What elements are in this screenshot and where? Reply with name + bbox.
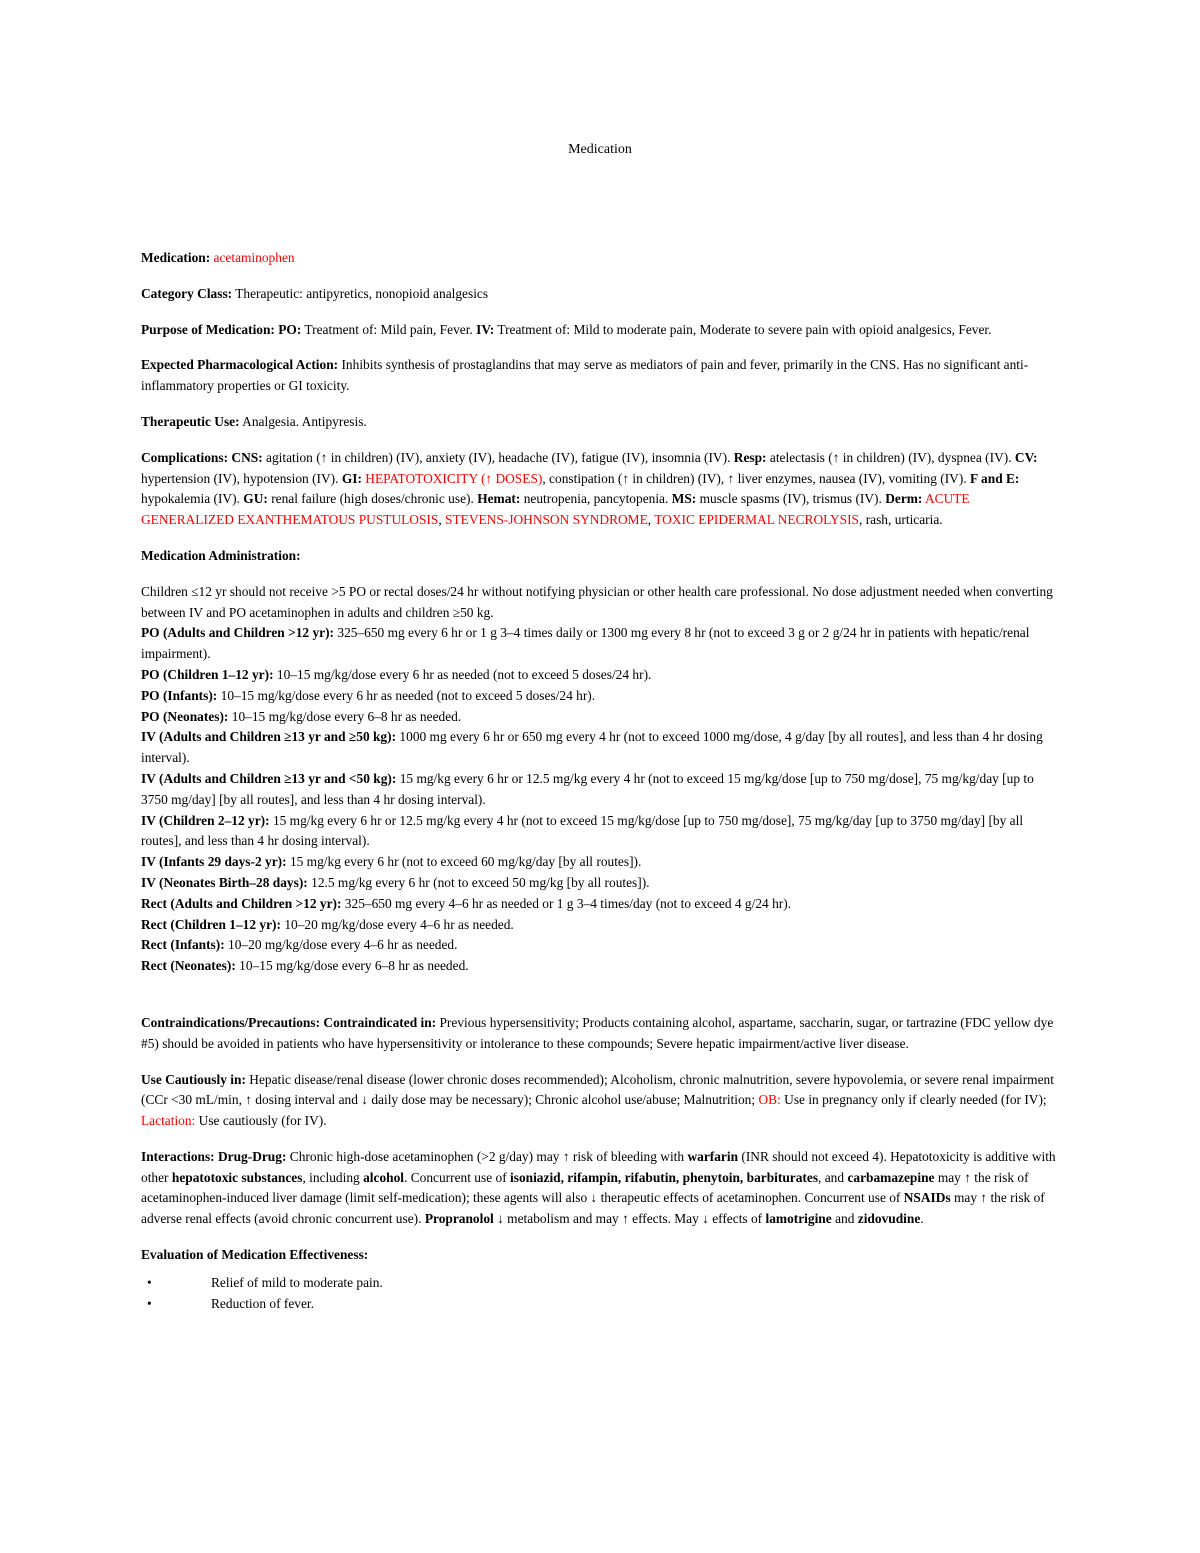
ob-label: OB: bbox=[758, 1092, 781, 1108]
dose-label: Rect (Neonates): bbox=[141, 958, 236, 974]
cns-text: agitation (↑ in children) (IV), anxiety (IV), headache (IV), fatigue (IV), insomnia (IV). bbox=[266, 449, 731, 465]
purpose-po-text: Treatment of: Mild pain, Fever. bbox=[304, 321, 473, 337]
dose-row bbox=[141, 915, 1059, 936]
gu-text: renal failure (high doses/chronic use). bbox=[271, 491, 474, 507]
drug-name: alcohol bbox=[363, 1169, 405, 1185]
drug-name: isoniazid, rifampin, rifabutin, phenytoin, barbiturates bbox=[510, 1169, 819, 1185]
ob-text: Use in pregnancy only if clearly needed (for IV); bbox=[784, 1092, 1047, 1108]
dose-text: 325–650 mg every 4–6 hr as needed or 1 g 3–4 times/day (not to exceed 4 g/24 hr). bbox=[344, 895, 792, 911]
dose-label: PO (Children 1–12 yr): bbox=[141, 666, 274, 682]
interactions-text: Chronic high-dose acetaminophen (>2 g/day) may ↑ risk of bleeding with bbox=[289, 1148, 685, 1164]
action-paragraph bbox=[141, 355, 1059, 397]
dose-label: IV (Infants 29 days-2 yr): bbox=[141, 854, 287, 870]
dose-text: 12.5 mg/kg every 6 hr (not to exceed 50 mg/kg [by all routes]). bbox=[311, 874, 650, 890]
dose-label: IV (Children 2–12 yr): bbox=[141, 812, 270, 828]
hemat-label: Hemat: bbox=[477, 491, 521, 507]
dose-label: Rect (Children 1–12 yr): bbox=[141, 916, 281, 932]
drug-name: Propranolol bbox=[424, 1211, 494, 1227]
drug-name: lamotrigine bbox=[765, 1211, 832, 1227]
fe-text: hypokalemia (IV). bbox=[141, 491, 240, 507]
contraindicated-in-label: Contraindicated in: bbox=[323, 1014, 437, 1030]
dose-row bbox=[141, 956, 1059, 977]
dose-text: 15 mg/kg every 6 hr or 12.5 mg/kg every 4 hr (not to exceed 15 mg/kg/dose [up to 750 mg/dose], 75 mg/kg/day [up to 3750 mg/day] [by all routes], and less than 4 hr dosing interval). bbox=[141, 812, 1024, 849]
dose-row bbox=[141, 707, 1059, 728]
gi-text: , constipation (↑ in children) (IV), ↑ liver enzymes, nausea (IV), vomiting (IV). bbox=[542, 470, 967, 486]
complications-paragraph bbox=[141, 448, 1059, 531]
dose-text: 10–15 mg/kg/dose every 6 hr as needed (not to exceed 5 doses/24 hr). bbox=[220, 687, 596, 703]
dose-label: PO (Infants): bbox=[141, 687, 218, 703]
therapeutic-use-text: Analgesia. Antipyresis. bbox=[242, 413, 367, 429]
drug-name: NSAIDs bbox=[903, 1190, 951, 1206]
interactions-paragraph bbox=[141, 1147, 1059, 1230]
derm-separator-1: , bbox=[438, 512, 446, 528]
dose-label: Rect (Infants): bbox=[141, 937, 225, 953]
dose-row bbox=[141, 727, 1059, 769]
interactions-text: , including bbox=[302, 1169, 360, 1185]
resp-label: Resp: bbox=[733, 449, 767, 465]
evaluation-heading bbox=[141, 1245, 1059, 1266]
category-line bbox=[141, 284, 1059, 305]
dose-list bbox=[141, 623, 1059, 977]
purpose-po-label: PO: bbox=[278, 321, 302, 337]
action-label: Expected Pharmacological Action: bbox=[141, 357, 339, 373]
lactation-label: Lactation: bbox=[141, 1113, 196, 1129]
purpose-label: Purpose of Medication: bbox=[141, 321, 275, 337]
drug-name: carbamazepine bbox=[847, 1169, 935, 1185]
cns-label: CNS: bbox=[231, 449, 263, 465]
dose-text: 10–15 mg/kg/dose every 6–8 hr as needed. bbox=[231, 708, 462, 724]
dose-text: 10–15 mg/kg/dose every 6 hr as needed (not to exceed 5 doses/24 hr). bbox=[276, 666, 652, 682]
dose-label: Rect (Adults and Children >12 yr): bbox=[141, 895, 342, 911]
dose-label: IV (Adults and Children ≥13 yr and ≥50 kg): bbox=[141, 729, 397, 745]
list-item bbox=[141, 1272, 1059, 1293]
fe-label: F and E: bbox=[970, 470, 1020, 486]
evaluation-list bbox=[141, 1272, 1059, 1314]
dose-label: PO (Adults and Children >12 yr): bbox=[141, 625, 335, 641]
list-item-text: Reduction of fever. bbox=[211, 1295, 314, 1311]
gi-label: GI: bbox=[341, 470, 362, 486]
interactions-text: may ↑ the risk of acetaminophen-induced liver damage (limit self-medication); these agents will also ↓ therapeutic effects of acetaminophen. Concurrent use of bbox=[141, 1169, 1029, 1206]
ms-text: muscle spasms (IV), trismus (IV). bbox=[699, 491, 882, 507]
cautions-label: Use Cautiously in: bbox=[141, 1071, 246, 1087]
resp-text: atelectasis (↑ in children) (IV), dyspnea (IV). bbox=[769, 449, 1012, 465]
purpose-iv-label: IV: bbox=[476, 321, 495, 337]
medication-label: Medication: bbox=[141, 250, 211, 265]
interactions-text: ↓ metabolism and may ↑ effects. May ↓ effects of bbox=[497, 1211, 763, 1227]
ms-label: MS: bbox=[671, 491, 697, 507]
therapeutic-use-label: Therapeutic Use: bbox=[141, 413, 240, 429]
medication-name: acetaminophen bbox=[213, 250, 295, 265]
drug-name: hepatotoxic substances bbox=[171, 1169, 303, 1185]
derm-text: , rash, urticaria. bbox=[859, 512, 943, 528]
cautions-paragraph bbox=[141, 1070, 1059, 1132]
lactation-text: Use cautiously (for IV). bbox=[198, 1113, 327, 1129]
hemat-text: neutropenia, pancytopenia. bbox=[523, 491, 669, 507]
contraindications-label: Contraindications/Precautions: bbox=[141, 1014, 321, 1030]
interactions-label: Interactions: Drug-Drug: bbox=[141, 1148, 287, 1164]
interactions-text: . Concurrent use of bbox=[404, 1169, 507, 1185]
therapeutic-use-line bbox=[141, 412, 1059, 433]
derm-warning-ten: TOXIC EPIDERMAL NECROLYSIS bbox=[654, 512, 859, 528]
dose-label: PO (Neonates): bbox=[141, 708, 229, 724]
cv-label: CV: bbox=[1014, 449, 1038, 465]
category-value: Therapeutic: antipyretics, nonopioid analgesics bbox=[235, 285, 489, 301]
complications-label: Complications: bbox=[141, 449, 229, 465]
interactions-text: , and bbox=[818, 1169, 845, 1185]
contraindications-paragraph bbox=[141, 1013, 1059, 1055]
dose-text: 15 mg/kg every 6 hr or 12.5 mg/kg every 4 hr (not to exceed 15 mg/kg/dose [up to 750 mg/dose], 75 mg/kg/day [up to 3750 mg/day] [by all routes], and less than 4 hr dosing interval). bbox=[141, 770, 1034, 807]
bullet-icon: • bbox=[147, 1274, 152, 1290]
administration-heading-text: Medication Administration: bbox=[141, 547, 301, 563]
drug-name: warfarin bbox=[687, 1148, 739, 1164]
interactions-text: (INR should not exceed 4). Hepatotoxicity is additive with other bbox=[141, 1148, 1056, 1185]
list-item-text: Relief of mild to moderate pain. bbox=[211, 1274, 383, 1290]
evaluation-heading-text: Evaluation of Medication Effectiveness: bbox=[141, 1247, 369, 1263]
purpose-paragraph bbox=[141, 320, 1059, 341]
contraindications-text: Previous hypersensitivity; Products containing alcohol, aspartame, saccharin, sugar, or tartrazine (FDC yellow dye #5) should be avoided in patients who have hypersensitivity or intolerance to these compounds; Severe hepatic impairment/active liver disease. bbox=[141, 1014, 1054, 1051]
dose-row bbox=[141, 623, 1059, 665]
cautions-text: Hepatic disease/renal disease (lower chronic doses recommended); Alcoholism, chronic malnutrition, severe hypovolemia, or severe renal impairment (CCr <30 mL/min, ↑ dosing interval and ↓ daily dose may be necessary); Chronic alcohol use/abuse; Malnutrition; bbox=[141, 1071, 1054, 1108]
cv-text: hypertension (IV), hypotension (IV). bbox=[141, 470, 339, 486]
administration-intro: Children ≤12 yr should not receive >5 PO or rectal doses/24 hr without notifying physician or other health care professional. No dose adjustment needed when converting between IV and PO acetaminophen in adults and children ≥50 kg. bbox=[141, 583, 1053, 620]
document-title: Medication bbox=[568, 142, 632, 157]
derm-separator-2: , bbox=[647, 512, 655, 528]
purpose-iv-text: Treatment of: Mild to moderate pain, Moderate to severe pain with opioid analgesics, Fever. bbox=[497, 321, 992, 337]
interactions-text: may ↑ the risk of adverse renal effects (avoid chronic concurrent use). bbox=[141, 1190, 1045, 1227]
gi-warning: HEPATOTOXICITY (↑ DOSES) bbox=[365, 470, 543, 486]
dose-row bbox=[141, 873, 1059, 894]
dose-text: 1000 mg every 6 hr or 650 mg every 4 hr (not to exceed 1000 mg/dose, 4 g/day [by all routes], and less than 4 hr dosing interval). bbox=[141, 729, 1043, 766]
dose-text: 10–15 mg/kg/dose every 6–8 hr as needed. bbox=[239, 958, 469, 974]
dose-text: 10–20 mg/kg/dose every 4–6 hr as needed. bbox=[228, 937, 458, 953]
derm-warning-agep: ACUTE GENERALIZED EXANTHEMATOUS PUSTULOSIS bbox=[141, 491, 970, 528]
derm-label: Derm: bbox=[885, 491, 923, 507]
medication-line bbox=[141, 248, 1059, 269]
bullet-icon: • bbox=[147, 1295, 152, 1311]
dose-row bbox=[141, 665, 1059, 686]
dose-label: IV (Neonates Birth–28 days): bbox=[141, 874, 308, 890]
dose-row bbox=[141, 894, 1059, 915]
gu-label: GU: bbox=[243, 491, 268, 507]
dose-text: 15 mg/kg every 6 hr (not to exceed 60 mg/kg/day [by all routes]). bbox=[289, 854, 642, 870]
dose-row bbox=[141, 811, 1059, 853]
interactions-text: and bbox=[835, 1211, 855, 1227]
drug-name: zidovudine bbox=[857, 1211, 921, 1227]
dose-row bbox=[141, 769, 1059, 811]
administration-heading bbox=[141, 546, 1059, 567]
dose-text: 10–20 mg/kg/dose every 4–6 hr as needed. bbox=[284, 916, 514, 932]
action-text: Inhibits synthesis of prostaglandins that may serve as mediators of pain and fever, primarily in the CNS. Has no significant anti-inflammatory properties or GI toxicity. bbox=[141, 357, 1029, 394]
dose-row bbox=[141, 852, 1059, 873]
dose-text: 325–650 mg every 6 hr or 1 g 3–4 times daily or 1300 mg every 8 hr (not to exceed 3 g or 2 g/24 hr in patients with hepatic/renal impairment). bbox=[141, 625, 1030, 662]
dose-label: IV (Adults and Children ≥13 yr and <50 kg): bbox=[141, 770, 397, 786]
dose-row bbox=[141, 935, 1059, 956]
derm-warning-sjs: STEVENS-JOHNSON SYNDROME bbox=[445, 512, 648, 528]
dose-row bbox=[141, 686, 1059, 707]
category-label: Category Class: bbox=[141, 285, 233, 301]
interactions-text: . bbox=[920, 1211, 924, 1227]
list-item bbox=[141, 1293, 1059, 1314]
document-body bbox=[141, 248, 1059, 1314]
